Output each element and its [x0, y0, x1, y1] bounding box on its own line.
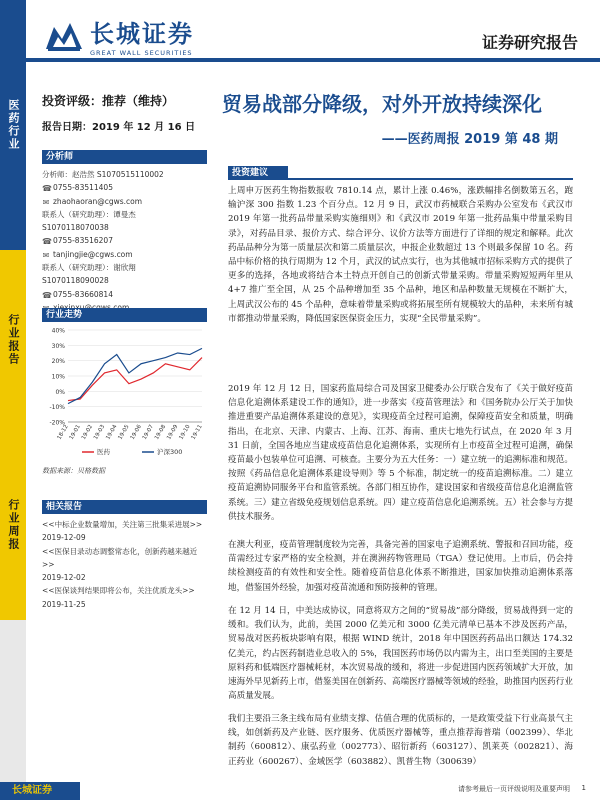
sidebar-report-series: 行业周报	[0, 430, 26, 620]
paragraph-1: 上周申万医药生物指数报收 7810.14 点，累计上涨 0.46%，涨跌幅排名倒数第五名，跑输沪深 300 指数 1.23 个百分点。12 月 9 日，武汉市药械联合采购办公室发布《武汉市 2019 年第一批药品带量采购实施细则》和《武汉市 2019 年第一批药品集中带量采购目录》，对药品目录、报价方式、综合评分、议价方法等方面进行了详细的规定和解释。此次药品品种分为第一质量层次和第二质量层次，申报企业数超过 13 个则最多保留 10 名。药品中标价格的执行周期为 12 个月，武汉的试点实行，也为其他城市招标采购方式的提供了更多的选择，各地或将结合本土特点开创自己的创新式带量采购。带量采购短短两年里从 4+7 推广至全国，从 25 个品种增加至 35 个品种，地区和品种数量无规模在不断扩大，上周武汉公布的 45 个品种，意味着带量采购或将拓展至所有规模较大的品种，未来所有城市都推动带量采购，降低国家医保资金压力，实现“全民带量采购”。	[228, 186, 573, 324]
analyst-line: ✉ zhaohaoran@cgws.com	[42, 196, 143, 207]
analyst-line: ✉ tanjingjie@cgws.com	[42, 249, 133, 260]
x-tick-label: 19-06	[129, 424, 143, 441]
logo-english-name: GREAT WALL SECURITIES	[90, 49, 193, 57]
report-type-label: 证券研究报告	[481, 33, 578, 52]
related-report-title[interactable]: <<中标企业数量增加，关注第三批集采进展>>	[42, 520, 203, 529]
x-tick-label: 19-11	[190, 424, 204, 441]
y-tick-label: 0%	[55, 388, 65, 396]
paragraph-5: 我们主要沿三条主线布局有业绩支撑、估值合理的优质标的，一是政策受益下行业高景气主线，如创新药及产业链、医疗服务、优质医疗器械等，重点推荐海普瑞（002399）、华北制药（600812）、康弘药业（002773）、昭衍新药（603127）、凯莱英（002821）、海正药业（600267）、金域医学（603882）、凯普生物（300639）	[228, 714, 573, 767]
email-icon: ✉	[42, 250, 50, 260]
analyst-line: ☎0755-83511405	[42, 183, 113, 194]
page-number: 1	[581, 784, 586, 792]
analyst-line: ☎0755-83516207	[42, 236, 113, 247]
analyst-line: S1070118070038	[42, 223, 109, 233]
left-sidebar	[0, 0, 26, 800]
x-tick-label: 19-04	[105, 424, 119, 441]
x-tick-label: 19-01	[68, 424, 82, 441]
advice-section-header: 投资建议	[228, 166, 288, 180]
report-subtitle: ——医药周报 2019 第 48 期	[381, 132, 558, 147]
related-section-header: 相关报告	[42, 500, 207, 514]
y-tick-label: 30%	[51, 342, 65, 350]
trend-section-header: 行业走势	[42, 308, 207, 322]
analyst-contacts	[42, 168, 207, 314]
legend-label: 沪深300	[157, 448, 183, 456]
footer-logo: 长城证券	[0, 782, 80, 800]
sidebar-blank	[0, 620, 26, 800]
related-report-title[interactable]: <<医保目录动态调整常态化，创新药越来越近>>	[42, 546, 198, 569]
report-date: 报告日期：2019 年 12 月 16 日	[42, 122, 196, 133]
y-tick-label: -10%	[49, 404, 65, 412]
great-wall-logo-icon	[44, 19, 84, 53]
email-icon: ✉	[42, 197, 50, 207]
analyst-line: 联系人（研究助理）：谢欣翔	[42, 263, 136, 273]
phone-icon: ☎	[42, 184, 52, 194]
x-tick-label: 19-03	[93, 424, 107, 441]
related-reports-list	[42, 518, 207, 611]
paragraph-4: 在 12 月 14 日，中美达成协议，同意将双方之间的“贸易战”部分降级，贸易战得到一定的缓和。我们认为，此前，美国 2000 亿美元和 3000 亿美元清单已基本不涉及医药产品，贸易战对医药板块影响有限，根据 WIND 统计，2018 年中国医药药品出口额达 174.32 亿美元，约占医药制造业总收入的 5%，我国医药市场仍以内需为主，出口至美国的主要是原料药和低端医疗器械耗材，本次贸易战的缓和，将进一步促进国内医药领域扩大开放，加速海外早见新药上市，借鉴美国在创新药、高端医疗器械等领域的经验，助推国内医药行业高质量发展。	[228, 606, 573, 702]
advice-divider	[228, 178, 573, 180]
phone-icon: ☎	[42, 237, 52, 247]
paragraph-3: 在澳大利亚，疫苗管理制度较为完善，具备完善的国家电子追溯系统、警报和召回功能，疫苗需经过专家严格的安全检测，并在澳洲药物管理局（TGA）登记使用。上市后，仍会持续检测疫苗的有效性和安全性。随着疫苗信息化体系不断推进，国家加快推动追溯体系落地，借鉴国外经验，加强对疫苗流通和预防接种的管理。	[228, 540, 573, 593]
related-report-title[interactable]: <<医保谈判结果即将公布，关注优质龙头>>	[42, 586, 195, 596]
report-title: 贸易战部分降级，对外开放持续深化	[222, 92, 542, 116]
x-tick-label: 19-02	[80, 424, 95, 441]
analyst-line: 联系人（研究助理）：谭曼杰	[42, 209, 136, 219]
analyst-line: S1070118090028	[42, 276, 109, 286]
analyst-line: 分析师：赵浩然 S1070515110002	[42, 170, 164, 179]
legend-label: 医药	[97, 448, 110, 456]
related-report-date: 2019-11-25	[42, 599, 86, 609]
chart-source: 数据来源：贝格数据	[42, 467, 105, 475]
x-tick-label: 18-12	[56, 424, 70, 441]
related-report-date: 2019-12-09	[42, 533, 86, 543]
x-tick-label: 19-09	[166, 424, 180, 441]
x-tick-label: 19-10	[178, 424, 192, 441]
header-divider	[26, 58, 600, 62]
analyst-line: ☎0755-83660814	[42, 289, 113, 300]
industry-trend-chart	[42, 322, 207, 462]
y-tick-label: -20%	[49, 419, 65, 427]
x-tick-label: 19-05	[117, 424, 131, 441]
y-tick-label: 20%	[51, 358, 65, 366]
series-line-pharma	[68, 358, 202, 401]
paragraph-2: 2019 年 12 月 12 日，国家药监局综合司及国家卫健委办公厅联合发布了《关于做好疫苗信息化追溯体系建设工作的通知》，进一步落实《疫苗管理法》和《国务院办公厅关于加快推进重要产品追溯体系建设的意见》，实现疫苗全过程可追溯，保障疫苗安全和质量，明确指出，在北京、天津、内蒙古、上海、江苏、海南、重庆七地先行试点，在 2020 年 3 月 31 日前，全国各地应当建成疫苗信息化追溯体系，实现所有上市疫苗全过程可追溯，确保疫苗最小包装单位可追溯、可核查。主要分为五大任务：一）建立统一的追溯标准和规范。按照《药品信息化追溯体系建设导则》等 5 个标准，制定统一的疫苗追溯标准。二）建立疫苗追溯协同服务平台和监管系统。各部门相互协作，建设国家和省级疫苗信息化追溯监管系统。三）建立省级免疫规划信息系统。四）建立疫苗信息化追溯系统。五）社会参与方提供技术服务。	[228, 384, 573, 522]
sidebar-report-kind: 行业报告	[0, 250, 26, 430]
analysts-section-header: 分析师	[42, 150, 207, 164]
footer-disclaimer: 请参考最后一页评级说明及重要声明	[458, 785, 570, 793]
x-tick-label: 19-08	[153, 424, 168, 441]
logo-chinese-name: 长城证券	[90, 20, 194, 48]
investment-rating: 投资评级：推荐（维持）	[42, 94, 175, 108]
y-tick-label: 40%	[51, 327, 65, 335]
phone-icon: ☎	[42, 290, 52, 300]
sidebar-sector: 医药行业	[0, 0, 26, 250]
related-report-date: 2019-12-02	[42, 573, 86, 583]
company-logo	[44, 14, 194, 57]
x-tick-label: 19-07	[141, 424, 156, 441]
y-tick-label: 10%	[51, 373, 65, 381]
